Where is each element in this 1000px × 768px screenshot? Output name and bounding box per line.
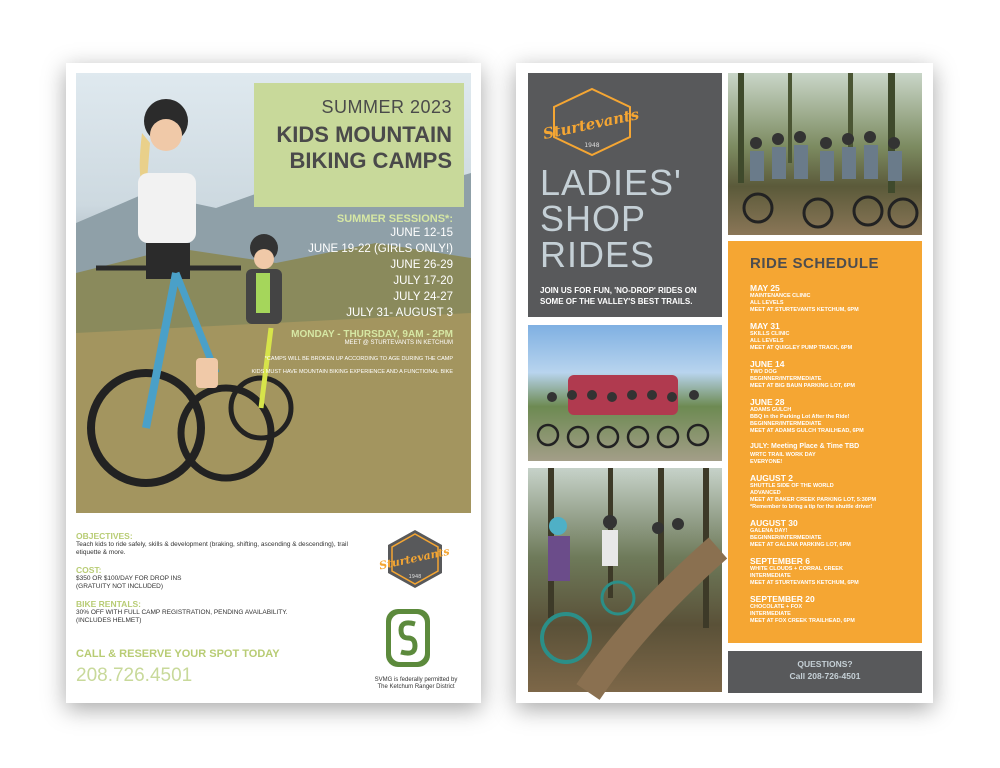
permit-line2: The Ketchum Ranger District xyxy=(377,684,455,690)
title-line: RIDES xyxy=(540,234,656,275)
event-line: WRTC TRAIL WORK DAY xyxy=(750,452,816,458)
event-line: MEET AT STURTEVANTS KETCHUM, 6PM xyxy=(750,307,859,313)
questions-phone: Call 208-726-4501 xyxy=(789,671,861,681)
event-line: MEET AT ADAMS GULCH TRAILHEAD, 6PM xyxy=(750,428,864,434)
event-date: MAY 31 xyxy=(750,321,780,331)
sessions-heading: SUMMER SESSIONS*: xyxy=(336,213,453,225)
session-date: JUNE 19-22 (GIRLS ONLY!) xyxy=(308,243,453,255)
schedule-list xyxy=(750,283,915,632)
event-line: INTERMEDIATE xyxy=(750,573,791,579)
trail-riders-photo xyxy=(528,468,722,692)
cost-line2: (GRATUITY NOT INCLUDED) xyxy=(76,583,164,590)
title-summer: SUMMER 2023 xyxy=(321,97,452,117)
ladies-rides-poster xyxy=(516,63,933,703)
schedule-event xyxy=(750,283,915,314)
event-date: SEPTEMBER 6 xyxy=(750,556,810,566)
camp-title-box xyxy=(254,83,464,207)
sessions-block xyxy=(203,213,453,376)
event-line: *Remember to bring a tip for the shuttle driver! xyxy=(750,504,873,510)
schedule-event xyxy=(750,594,915,625)
logo-year: 1948 xyxy=(584,142,600,149)
session-meet: MEET @ STURTEVANTS IN KETCHUM xyxy=(344,340,453,346)
event-line: WHITE CLOUDS + CORRAL CREEK xyxy=(750,566,843,572)
event-line: MEET AT QUIGLEY PUMP TRACK, 6PM xyxy=(750,345,853,351)
event-line: ALL LEVELS xyxy=(750,338,784,344)
kids-camp-poster xyxy=(66,63,481,703)
event-line: ALL LEVELS xyxy=(750,300,784,306)
questions-box xyxy=(728,651,922,693)
schedule-event xyxy=(750,473,915,511)
schedule-event xyxy=(750,442,915,466)
cost-heading: COST: xyxy=(76,565,102,575)
permit-line1: SVMG is federally permitted by xyxy=(374,677,458,683)
schedule-event xyxy=(750,359,915,390)
rentals-line1: 30% OFF WITH FULL CAMP REGISTRATION, PENDING AVAILABILITY. xyxy=(76,609,288,616)
session-date: JULY 17-20 xyxy=(393,275,453,287)
event-line: SHUTTLE SIDE OF THE WORLD xyxy=(750,483,834,489)
event-line: BEGINNER/INTERMEDIATE xyxy=(750,421,822,427)
event-date: JUNE 28 xyxy=(750,397,785,407)
session-note-age: *CAMPS WILL BE BROKEN UP ACCORDING TO AGE DURING THE CAMP xyxy=(264,356,453,362)
ladies-title-box xyxy=(528,73,722,317)
ladies-title xyxy=(540,162,682,275)
kids-biking-photo xyxy=(76,73,471,513)
objectives-text: Teach kids to ride safely, skills & development (braking, shifting, ascending & descending), trail etiquette & more. xyxy=(76,541,348,556)
permit-note xyxy=(358,677,474,691)
event-date: JULY: Meeting Place & Time TBD xyxy=(750,443,860,450)
event-line: ADAMS GULCH xyxy=(750,407,792,413)
rentals-heading: BIKE RENTALS: xyxy=(76,599,142,609)
event-line: GALENA DAY! xyxy=(750,528,788,534)
event-line: MAINTENANCE CLINIC xyxy=(750,293,811,299)
ride-schedule xyxy=(728,241,922,643)
event-date: AUGUST 2 xyxy=(750,473,793,483)
group-photo-jeep xyxy=(528,325,722,461)
call-to-action: CALL & RESERVE YOUR SPOT TODAY xyxy=(76,648,280,660)
event-date: AUGUST 30 xyxy=(750,518,798,528)
schedule-event xyxy=(750,397,915,435)
event-line: ADVANCED xyxy=(750,490,781,496)
schedule-event xyxy=(750,556,915,587)
event-line: MEET AT BAKER CREEK PARKING LOT, 5:30PM xyxy=(750,497,877,503)
logo-wordmark: Sturtevants xyxy=(377,544,451,573)
title-line: LADIES' xyxy=(540,162,682,203)
session-date: JUNE 12-15 xyxy=(390,227,453,239)
event-line: SKILLS CLINIC xyxy=(750,331,790,337)
title-kids-mountain: KIDS MOUNTAIN xyxy=(276,122,452,147)
schedule-event xyxy=(750,321,915,352)
event-date: MAY 25 xyxy=(750,283,780,293)
questions-label: QUESTIONS? xyxy=(797,659,853,669)
session-note-experience: KIDS MUST HAVE MOUNTAIN BIKING EXPERIENCE AND A FUNCTIONAL BIKE xyxy=(251,369,453,375)
event-line: INTERMEDIATE xyxy=(750,611,791,617)
sturtevants-logo-icon xyxy=(377,528,451,590)
svmg-badge-icon xyxy=(386,609,430,667)
schedule-title: RIDE SCHEDULE xyxy=(750,255,880,272)
schedule-event xyxy=(750,518,915,549)
event-line: CHOCOLATE + FOX xyxy=(750,604,802,610)
session-time: MONDAY - THURSDAY, 9AM - 2PM xyxy=(291,329,453,340)
cost-line1: $350 OR $100/DAY FOR DROP INS xyxy=(76,575,182,582)
session-date: JULY 31- AUGUST 3 xyxy=(346,307,453,319)
logo-year: 1948 xyxy=(408,574,422,580)
event-line: MEET AT FOX CREEK TRAILHEAD, 6PM xyxy=(750,618,855,624)
group-photo-forest xyxy=(728,73,922,235)
rentals-line2: (INCLUDES HELMET) xyxy=(76,617,142,624)
phone-number: 208.726.4501 xyxy=(76,665,193,686)
event-line: BEGINNER/INTERMEDIATE xyxy=(750,535,822,541)
event-line: MEET AT BIG BAUN PARKING LOT, 6PM xyxy=(750,383,856,389)
event-date: JUNE 14 xyxy=(750,359,785,369)
event-date: SEPTEMBER 20 xyxy=(750,594,815,604)
event-line: MEET AT GALENA PARKING LOT, 6PM xyxy=(750,542,851,548)
title-biking-camps: BIKING CAMPS xyxy=(289,148,452,173)
objectives-heading: OBJECTIVES: xyxy=(76,531,133,541)
event-line: TWO DOG xyxy=(750,369,777,375)
title-line: SHOP xyxy=(540,198,647,239)
event-line: BBQ in the Parking Lot After the Ride! xyxy=(750,414,850,420)
event-line: MEET AT STURTEVANTS KETCHUM, 6PM xyxy=(750,580,859,586)
ladies-subtitle: JOIN US FOR FUN, 'NO-DROP' RIDES ON SOME OF THE VALLEY'S BEST TRAILS. xyxy=(540,286,697,306)
session-date: JUNE 26-29 xyxy=(390,259,453,271)
event-line: EVERYONE! xyxy=(750,459,783,465)
session-date: JULY 24-27 xyxy=(393,291,453,303)
sturtevants-logo-icon xyxy=(541,87,641,157)
camp-info xyxy=(76,523,356,625)
event-line: BEGINNER/INTERMEDIATE xyxy=(750,376,822,382)
logo-wordmark: Sturtevants xyxy=(541,105,641,144)
